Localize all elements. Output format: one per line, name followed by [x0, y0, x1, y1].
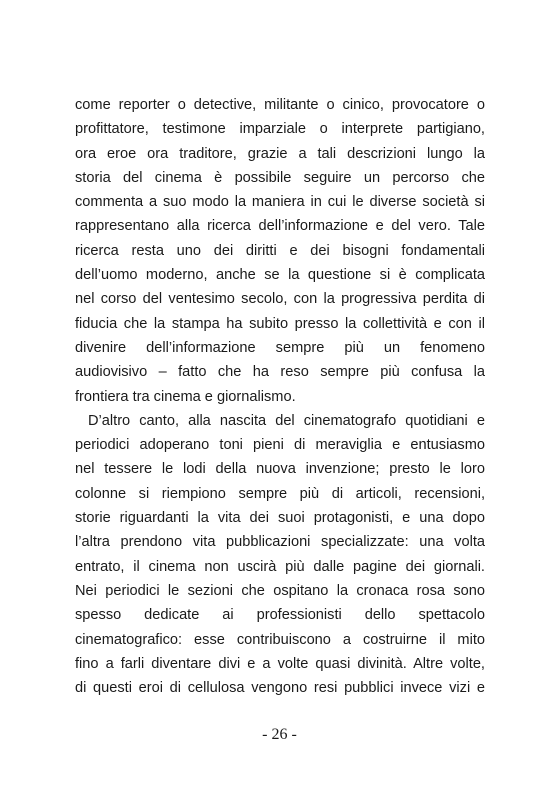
- text-line: nel corso del ventesimo secolo, con la progressiva perdita di: [75, 291, 485, 308]
- text-line: ora eroe ora traditore, grazie a tali descrizioni lungo la: [75, 145, 485, 162]
- text-line: colonne si riempiono sempre più di articoli, recensioni,: [75, 485, 485, 502]
- text-line: storie riguardanti la vita dei suoi protagonisti, e una dopo: [75, 510, 485, 527]
- text-line: di questi eroi di cellulosa vengono resi pubblici invece vizi e: [75, 680, 485, 697]
- page-number: - 26 -: [262, 726, 297, 743]
- text-line: fiducia che la stampa ha subito presso la collettività e con il: [75, 315, 485, 332]
- text-line: entrato, il cinema non uscirà più dalle pagine dei giornali.: [75, 558, 485, 575]
- body-text: [75, 93, 485, 700]
- text-line: come reporter o detective, militante o cinico, provocatore o: [75, 97, 485, 113]
- text-line: Nei periodici le sezioni che ospitano la cronaca rosa sono: [75, 582, 485, 599]
- text-line: audiovisivo – fatto che ha reso sempre più confusa la: [75, 364, 485, 381]
- text-line: dell’uomo moderno, anche se la questione si è complicata: [75, 267, 485, 284]
- text-line: periodici adoperano toni pieni di meraviglia e entusiasmo: [75, 437, 485, 454]
- text-line: storia del cinema è possibile seguire un percorso che: [75, 169, 485, 186]
- text-line: l’altra prendono vita pubblicazioni specializzate: una volta: [75, 534, 485, 551]
- text-line: cinematografico: esse contribuiscono a costruirne il mito: [75, 631, 485, 648]
- text-line: rappresentano alla ricerca dell’informazione e del vero. Tale: [75, 218, 485, 235]
- text-line: profittatore, testimone imparziale o interprete partigiano,: [75, 121, 485, 138]
- text-line: divenire dell’informazione sempre più un fenomeno: [75, 339, 485, 356]
- text-line: frontiera tra cinema e giornalismo.: [75, 388, 296, 405]
- text-line: ricerca resta uno dei diritti e dei bisogni fondamentali: [75, 242, 485, 259]
- text-line: fino a farli diventare divi e a volte quasi divinità. Altre volte,: [75, 655, 485, 672]
- text-line: D’altro canto, alla nascita del cinematografo quotidiani e: [88, 412, 485, 429]
- text-line: nel tessere le lodi della nuova invenzione; presto le loro: [75, 461, 485, 478]
- text-line: commenta a suo modo la maniera in cui le diverse società si: [75, 194, 485, 211]
- text-line: spesso dedicate ai professionisti dello spettacolo: [75, 607, 485, 624]
